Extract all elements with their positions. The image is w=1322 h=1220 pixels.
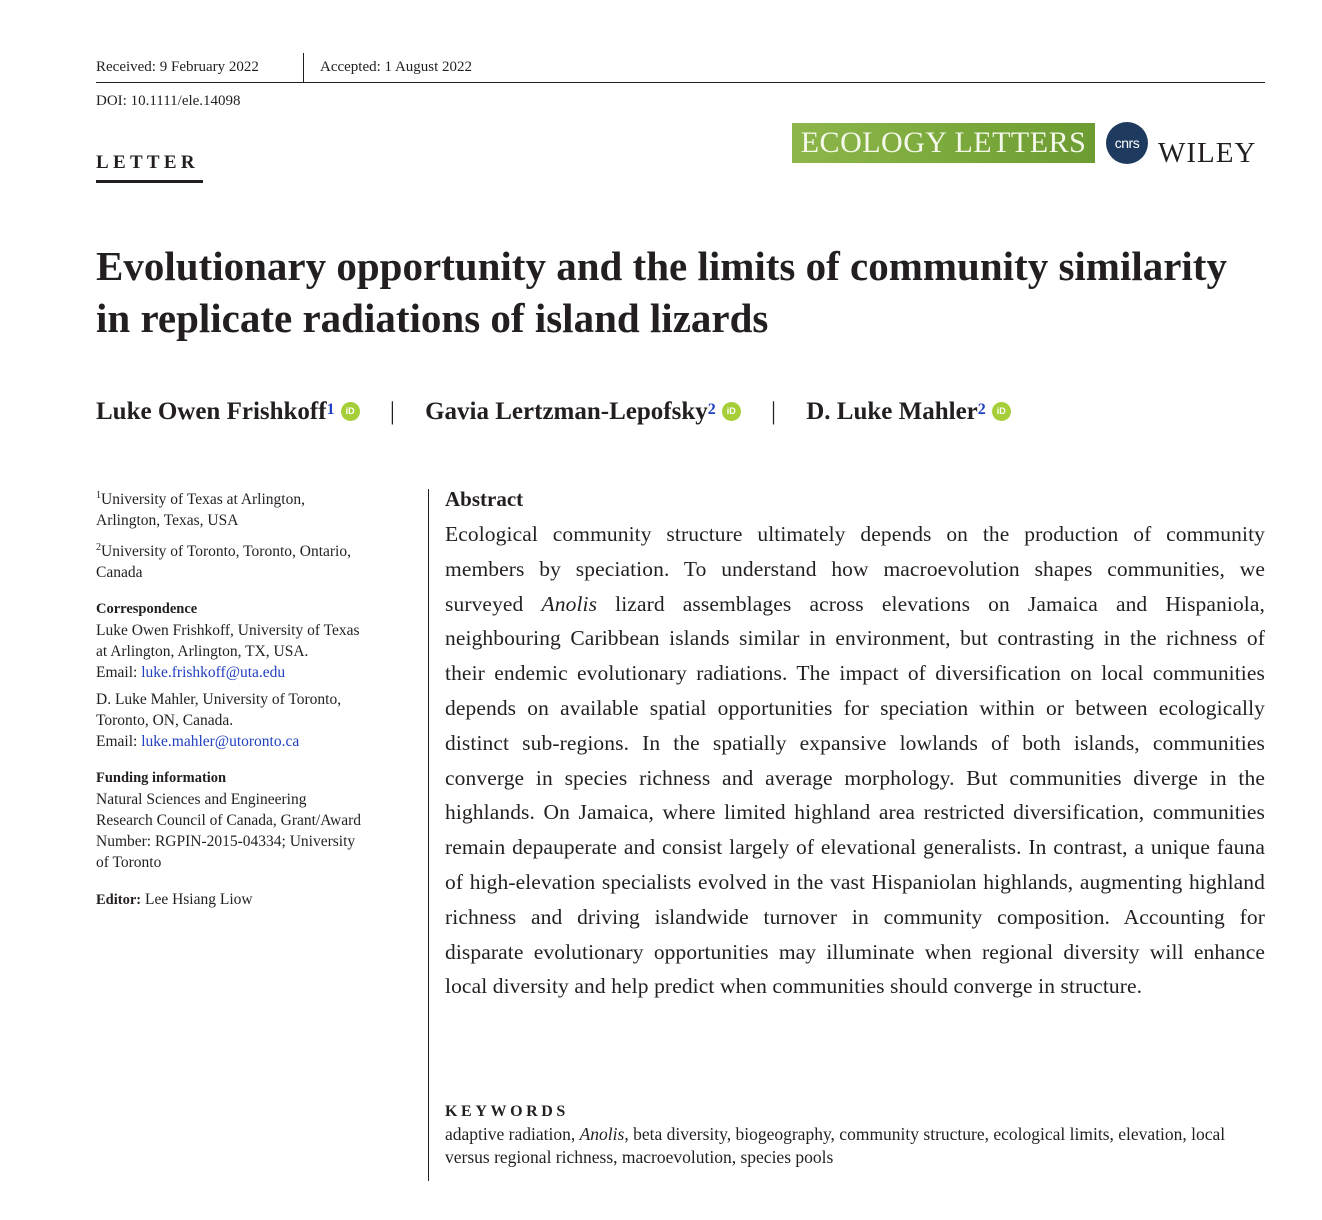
funding-line: of Toronto <box>96 854 162 872</box>
orcid-icon[interactable]: iD <box>341 402 360 421</box>
author-separator: | <box>389 398 395 425</box>
article-type-underline <box>96 180 203 183</box>
correspondence-line: D. Luke Mahler, University of Toronto, <box>96 691 342 709</box>
affiliation-number: 1 <box>96 490 101 501</box>
header-rule <box>96 82 1265 83</box>
wiley-logo: WILEY <box>1158 137 1257 169</box>
keywords-text <box>445 1123 1265 1169</box>
affiliation-line: University of Toronto, Toronto, Ontario, <box>101 543 351 561</box>
article-info-sidebar <box>96 485 411 911</box>
author-separator: | <box>770 398 776 425</box>
journal-logo: ECOLOGY LETTERS <box>792 123 1095 163</box>
author-list <box>96 396 1011 428</box>
received-date: Received: 9 February 2022 <box>96 59 259 75</box>
correspondence-heading: Correspondence <box>96 601 198 618</box>
correspondence-line: Toronto, ON, Canada. <box>96 712 234 730</box>
affiliation-line: Arlington, Texas, USA <box>96 512 239 530</box>
affiliation <box>96 537 411 583</box>
affiliation-marker[interactable]: 2 <box>707 401 716 418</box>
meta-divider <box>303 53 304 82</box>
affiliation-marker[interactable]: 2 <box>977 401 986 418</box>
email-label: Email: <box>96 664 142 682</box>
orcid-icon[interactable]: iD <box>992 402 1011 421</box>
affiliation-number: 2 <box>96 542 101 554</box>
keywords-text-part: , beta diversity, biogeography, community structure, ecological limits, elevation, local versus regional richness, macroevolution, species pools <box>445 1124 1226 1167</box>
cnrs-logo: cnrs <box>1106 122 1148 164</box>
funding-line: Research Council of Canada, Grant/Award <box>96 812 361 830</box>
email-link[interactable]: luke.mahler@utoronto.ca <box>141 733 300 751</box>
funding-line: Natural Sciences and Engineering <box>96 791 307 809</box>
accepted-date: Accepted: 1 August 2022 <box>320 59 473 75</box>
correspondence-entry <box>96 689 411 752</box>
email-link[interactable]: luke.frishkoff@uta.edu <box>141 664 286 682</box>
keywords-text-part: adaptive radiation, <box>445 1124 580 1144</box>
author-name: Luke Owen Frishkoff <box>96 398 327 425</box>
keywords-heading: KEYWORDS <box>445 1103 569 1120</box>
affiliation-marker[interactable]: 1 <box>326 401 335 418</box>
editor-name: Lee Hsiang Liow <box>141 891 253 909</box>
affiliation-line: University of Texas at Arlington, <box>101 491 305 509</box>
abstract-heading: Abstract <box>445 487 524 511</box>
affiliation-line: Canada <box>96 564 143 582</box>
abstract-text-part: Ecological community structure ultimately depends on the production of community members by speciation. To understand how macroevolution shapes communities, we surveyed <box>445 522 1265 616</box>
correspondence-line: Luke Owen Frishkoff, University of Texas <box>96 622 360 640</box>
article-type: LETTER <box>96 152 199 173</box>
editor-label: Editor: <box>96 892 142 909</box>
funding-text <box>96 789 411 873</box>
author-name: Gavia Lertzman-Lepofsky <box>425 398 708 425</box>
funding-line: Number: RGPIN-2015-04334; University <box>96 833 356 851</box>
email-label: Email: <box>96 733 142 751</box>
author-name: D. Luke Mahler <box>806 398 978 425</box>
affiliation <box>96 485 411 531</box>
abstract-text <box>445 517 1265 1004</box>
keywords-italic-term: Anolis <box>579 1124 625 1144</box>
correspondence-line: at Arlington, Arlington, TX, USA. <box>96 643 309 661</box>
abstract-text-part: lizard assemblages across elevations on Jamaica and Hispaniola, neighbouring Caribbean islands similar in environment, but contrasting in the richness of their endemic evolutionary radiations. The impact of diversification on local communities depends on available spatial opportunities for speciation within or between ecologically distinct sub-regions. In the spatially expansive lowlands of both islands, communities converge in species richness and average morphology. But communities diverge in the highlands. On Jamaica, where limited highland area restricted diversification, communities remain depauperate and consist largely of elevational generalists. In contrast, a unique fauna of high-elevation specialists evolved in the vast Hispaniolan highlands, augmenting highland richness and driving islandwide turnover in community composition. Accounting for disparate evolutionary opportunities may illuminate when regional diversity will enhance local diversity and help predict when communities should converge in structure. <box>445 591 1265 999</box>
correspondence-entry <box>96 620 411 683</box>
editor <box>96 889 411 911</box>
doi[interactable]: DOI: 10.1111/ele.14098 <box>96 93 241 109</box>
funding-heading: Funding information <box>96 770 227 787</box>
orcid-icon[interactable]: iD <box>722 402 741 421</box>
article-title: Evolutionary opportunity and the limits of community similarity in replicate radiations of island lizards <box>96 243 1227 341</box>
column-divider <box>428 489 429 1181</box>
abstract-italic-term: Anolis <box>541 591 598 616</box>
